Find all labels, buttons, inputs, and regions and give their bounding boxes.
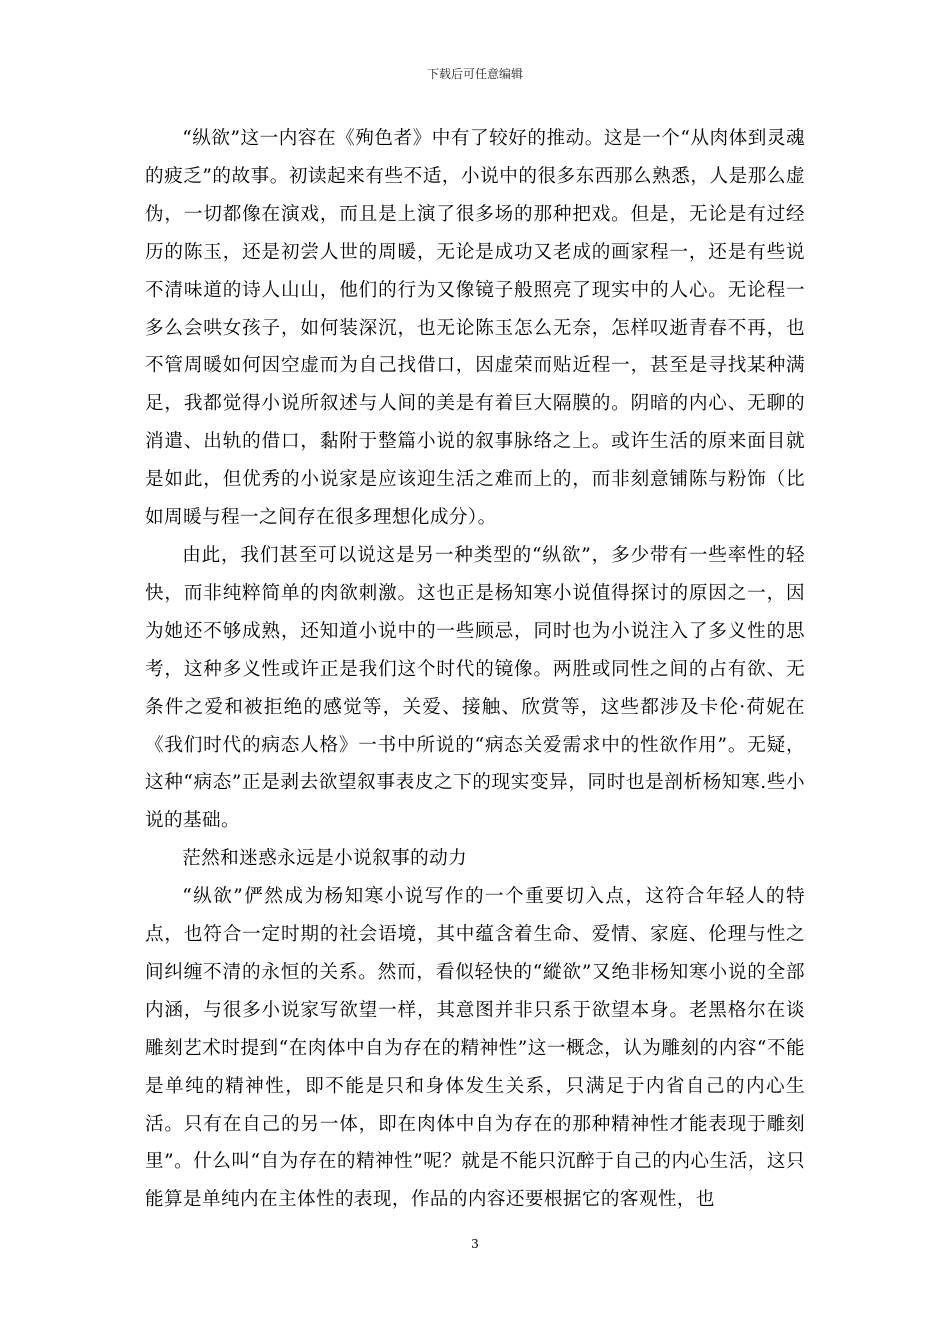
page-number: 3 [471, 1237, 479, 1251]
page-header: 下载后可任意编辑 [426, 67, 523, 81]
section-subheading: 茫然和迷惑永远是小说叙事的动力 [182, 848, 468, 870]
paragraph-2: 由此，我们甚至可以说这是另一种类型的“纵欲”，多少带有一些率性的轻快，而非纯粹简单的肉欲刺激。这也正是杨知寒小说值得探讨的原因之一，因为她还不够成熟，还知道小说中的一些顾忌，同时也为小说注入了多义性的思考，这种多义性或许正是我们这个时代的镜像。两胜或同性之间的占有欲、无条件之爱和被拒绝的感觉等，关爱、接触、欣赏等，这些都涉及卡伦·荷妮在《我们时代的病态人格》一书中所说的“病态关爱需求中的性欲作用”。无疑，这种“病态”正是剥去欲望叙事表皮之下的现实变异，同时也是剖析杨知寒.些小说的基础。 [145, 544, 805, 832]
paragraph-3: “纵欲”俨然成为杨知寒小说写作的一个重要切入点，这符合年轻人的特点，也符合一定时期的社会语境，其中蕴含着生命、爱情、家庭、伦理与性之间纠缠不清的永恒的关系。然而，看似轻快的“縱欲”又绝非杨知寒小说的全部内涵，与很多小说家写欲望一样，其意图并非只系于欲望本身。老黑格尔在谈雕刻艺术时提到“在肉体中自为存在的精神性”这一概念，认为雕刻的内容“不能是单纯的精神性，即不能是只和身体发生关系，只满足于内省自己的内心生活。只有在自己的另一体，即在肉体中自为存在的那种精神性才能表现于雕刻里”。什么叫“自为存在的精神性”呢？就是不能只沉醉于自己的内心生活，这只能算是单纯内在主体性的表现，作品的内容还要根据它的客观性，也 [145, 886, 805, 1211]
paragraph-1: “纵欲”这一内容在《殉色者》中有了较好的推动。这是一个“从肉体到灵魂的疲乏”的故事。初读起来有些不适，小说中的很多东西那么熟悉，人是那么虚伪，一切都像在演戏，而且是上演了很多场的那种把戏。但是，无论是有过经历的陈玉，还是初尝人世的周暖，无论是成功又老成的画家程一，还是有些说不清味道的诗人山山，他们的行为又像镜子般照亮了现实中的人心。无论程一多么会哄女孩子，如何装深沉，也无论陈玉怎么无奈，怎样叹逝青春不再，也不管周暖如何因空虚而为自己找借口，因虚荣而贴近程一，甚至是寻找某种满足，我都觉得小说所叙述与人间的美是有着巨大隔膜的。阴暗的内心、无聊的消遣、出轨的借口，黏附于整篇小说的叙事脉络之上。或许生活的原来面目就是如此，但优秀的小说家是应该迎生活之难而上的，而非刻意铺陈与粉饰（比如周暖与程一之间存在很多理想化成分）。 [145, 128, 805, 529]
document-body [145, 120, 805, 1219]
